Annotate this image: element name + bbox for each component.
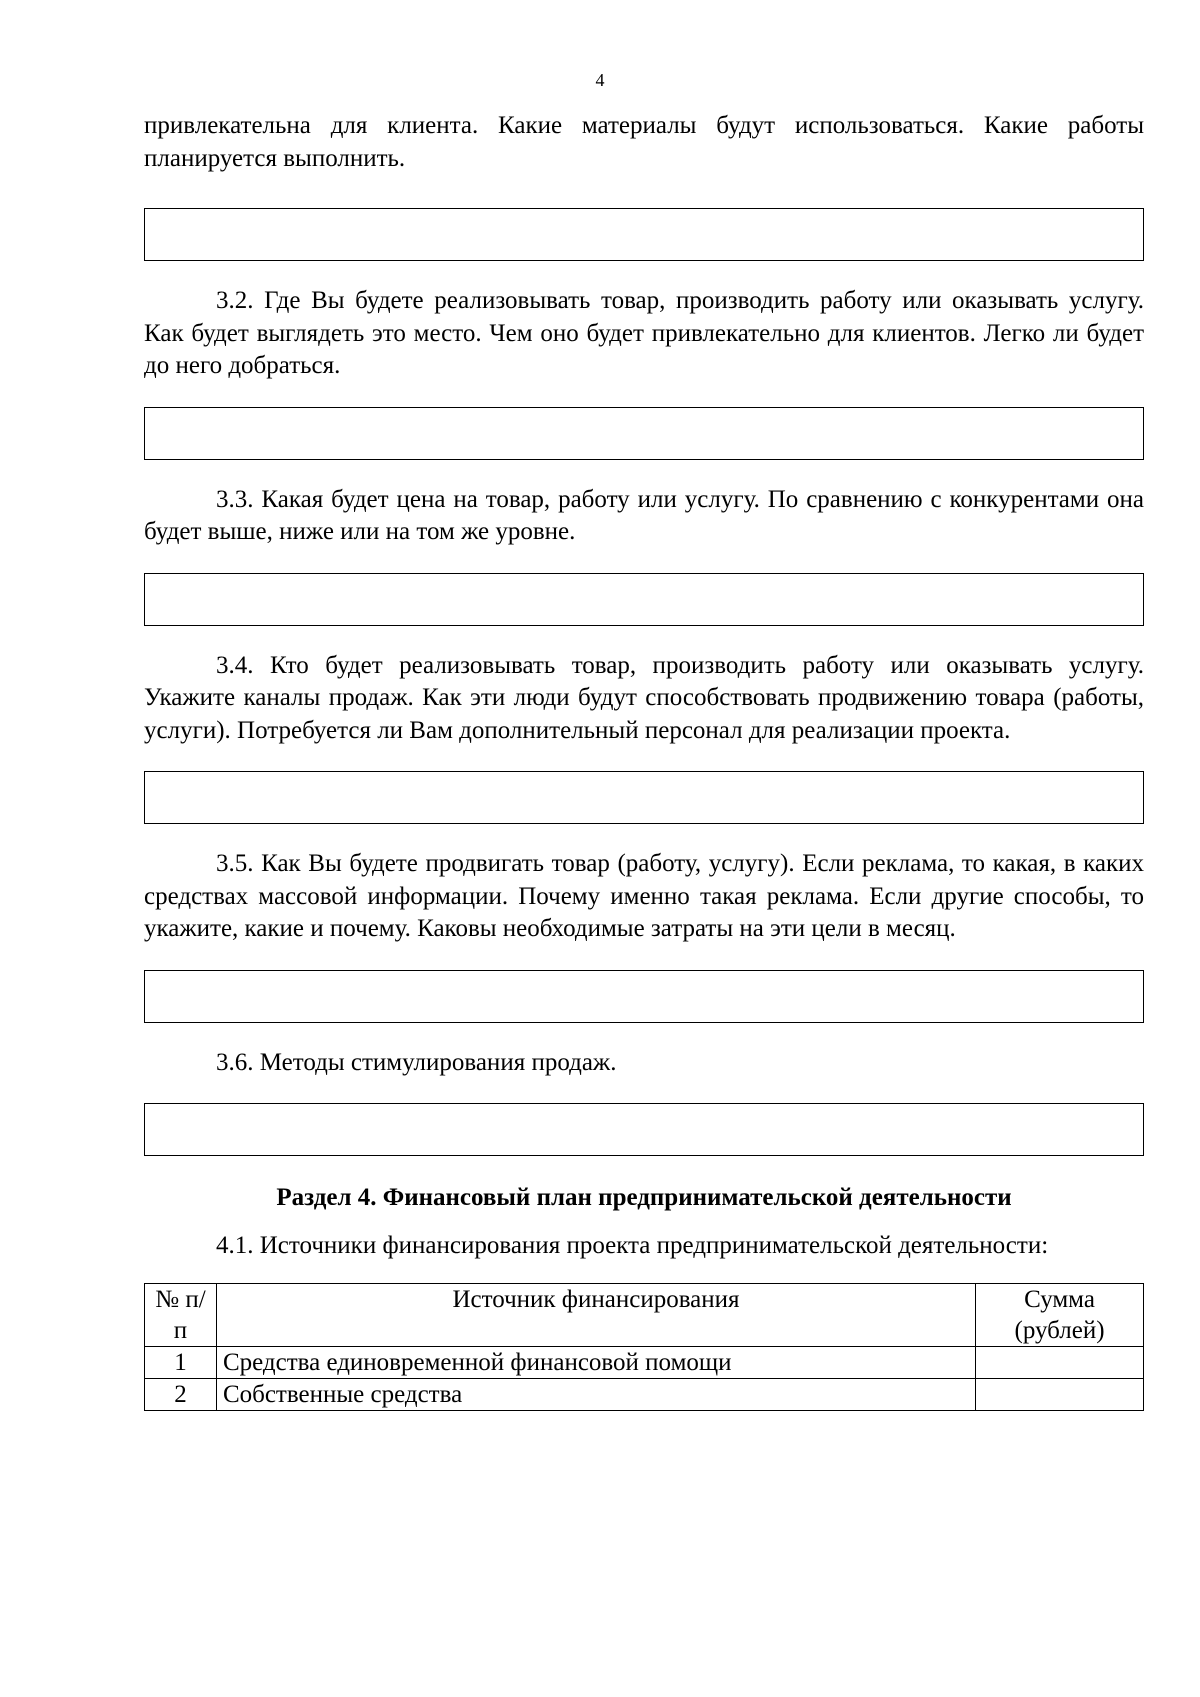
- intro-paragraph: привлекательна для клиента. Какие материалы будут использоваться. Какие работы планируется выполнить.: [144, 112, 1144, 172]
- header-num: № п/п: [145, 1283, 217, 1346]
- page-number: 4: [595, 70, 605, 90]
- row-num: 2: [145, 1378, 217, 1410]
- question-3-6: 3.6. Методы стимулирования продаж.: [216, 1048, 617, 1076]
- answer-box-3-6[interactable]: [144, 1103, 1144, 1156]
- answer-box-3-4[interactable]: [144, 771, 1144, 824]
- answer-box-3-5[interactable]: [144, 970, 1144, 1023]
- item-4-1: 4.1. Источники финансирования проекта предпринимательской деятельности:: [216, 1232, 1049, 1259]
- question-3-4: 3.4. Кто будет реализовывать товар, производить работу или оказывать услугу. Укажите каналы продаж. Как эти люди будут способствовать продвижению товара (работы, услуги). Потребуется ли Вам дополнительный персонал для реализации проекта.: [144, 651, 1144, 744]
- page-content: [144, 110, 1144, 1411]
- question-3-2: 3.2. Где Вы будете реализовывать товар, производить работу или оказывать услугу. Как будет выглядеть это место. Чем оно будет привлекательно для клиентов. Легко ли будет до него добраться.: [144, 287, 1144, 379]
- question-3-5: 3.5. Как Вы будете продвигать товар (работу, услугу). Если реклама, то какая, в каких средствах массовой информации. Почему именно такая реклама. Если другие способы, то укажите, какие и почему. Каковы необходимые затраты на эти цели в месяц.: [144, 850, 1144, 942]
- table-row: [145, 1346, 1144, 1378]
- answer-box-3-2[interactable]: [144, 407, 1144, 460]
- row-source: Средства единовременной финансовой помощи: [216, 1346, 975, 1378]
- header-source: Источник финансирования: [216, 1283, 975, 1346]
- answer-box-3-3[interactable]: [144, 573, 1144, 626]
- table-header-row: [145, 1283, 1144, 1346]
- row-sum-cell[interactable]: [976, 1346, 1144, 1378]
- row-source: Собственные средства: [216, 1378, 975, 1410]
- table-row: [145, 1378, 1144, 1410]
- row-num: 1: [145, 1346, 217, 1378]
- row-sum-cell[interactable]: [976, 1378, 1144, 1410]
- section-4-title: Раздел 4. Финансовый план предпринимательской деятельности: [276, 1184, 1012, 1211]
- financing-sources-table: [144, 1283, 1144, 1411]
- question-3-3: 3.3. Какая будет цена на товар, работу или услугу. По сравнению с конкурентами она будет выше, ниже или на том же уровне.: [144, 485, 1144, 545]
- header-sum: Сумма (рублей): [976, 1283, 1144, 1346]
- answer-box-3-1[interactable]: [144, 208, 1144, 261]
